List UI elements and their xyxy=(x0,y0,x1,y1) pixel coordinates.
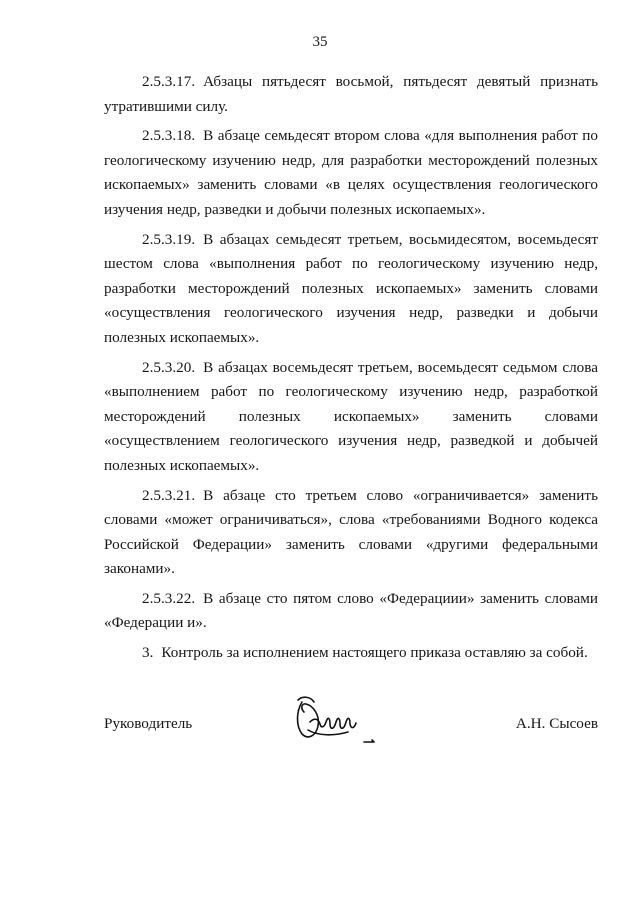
paragraph-number: 2.5.3.17. xyxy=(142,73,196,90)
paragraph-text: В абзаце сто третьем слово «ограничивается» заменить словами «может ограничиваться», слова «требованиями Водного кодекса Российской Федерации» заменить словами «другими федеральными законами». xyxy=(104,486,598,578)
paragraph-text: Абзацы пятьдесят восьмой, пятьдесят девятый признать утратившими силу. xyxy=(104,73,598,115)
paragraph-number: 2.5.3.20. xyxy=(142,358,196,376)
paragraph-2-5-3-19 xyxy=(104,228,598,351)
paragraph-2-5-3-22 xyxy=(104,587,598,636)
paragraph-3 xyxy=(104,641,598,666)
paragraph-2-5-3-20 xyxy=(104,356,598,479)
paragraph-number: 3. xyxy=(142,644,154,662)
paragraph-text: В абзацах семьдесят третьем, восьмидесятом, восемьдесят шестом слова «выполнения работ по геологическому изучению недр, разработки месторождений полезных ископаемых» заменить словами «осуществления геологического изучения недр, разведки и добычи полезных ископаемых». xyxy=(104,230,598,346)
paragraph-text: В абзацах восемьдесят третьем, восемьдесят седьмом слова «выполнением работ по геологическому изучению недр, разработкой месторождений полезных ископаемых» заменить словами «осуществлением геологического изучения недр, разведкой и добычей полезных ископаемых». xyxy=(104,358,598,474)
signatory-name: А.Н. Сысоев xyxy=(515,715,598,732)
paragraph-2-5-3-18 xyxy=(104,124,598,222)
document-body xyxy=(104,70,598,671)
paragraph-text: Контроль за исполнением настоящего приказа оставляю за собой. xyxy=(161,644,588,662)
page-number: 35 xyxy=(312,34,328,50)
paragraph-number: 2.5.3.18. xyxy=(142,127,196,145)
handwritten-signature xyxy=(288,692,388,750)
signatory-title: Руководитель xyxy=(104,715,193,732)
paragraph-text: В абзаце семьдесят втором слова «для выполнения работ по геологическому изучению недр, для разработки месторождений полезных ископаемых» заменить словами «в целях осуществления геологического изучения недр, разведки и добычи полезных ископаемых». xyxy=(104,127,598,218)
paragraph-text: В абзаце сто пятом слово «Федерациии» заменить словами «Федерации и». xyxy=(104,589,598,632)
paragraph-number: 2.5.3.19. xyxy=(142,230,196,248)
paragraph-2-5-3-17 xyxy=(104,70,598,119)
paragraph-number: 2.5.3.21. xyxy=(142,486,196,504)
signature-block xyxy=(104,692,598,752)
paragraph-number: 2.5.3.22. xyxy=(142,589,196,607)
paragraph-2-5-3-21 xyxy=(104,484,598,582)
